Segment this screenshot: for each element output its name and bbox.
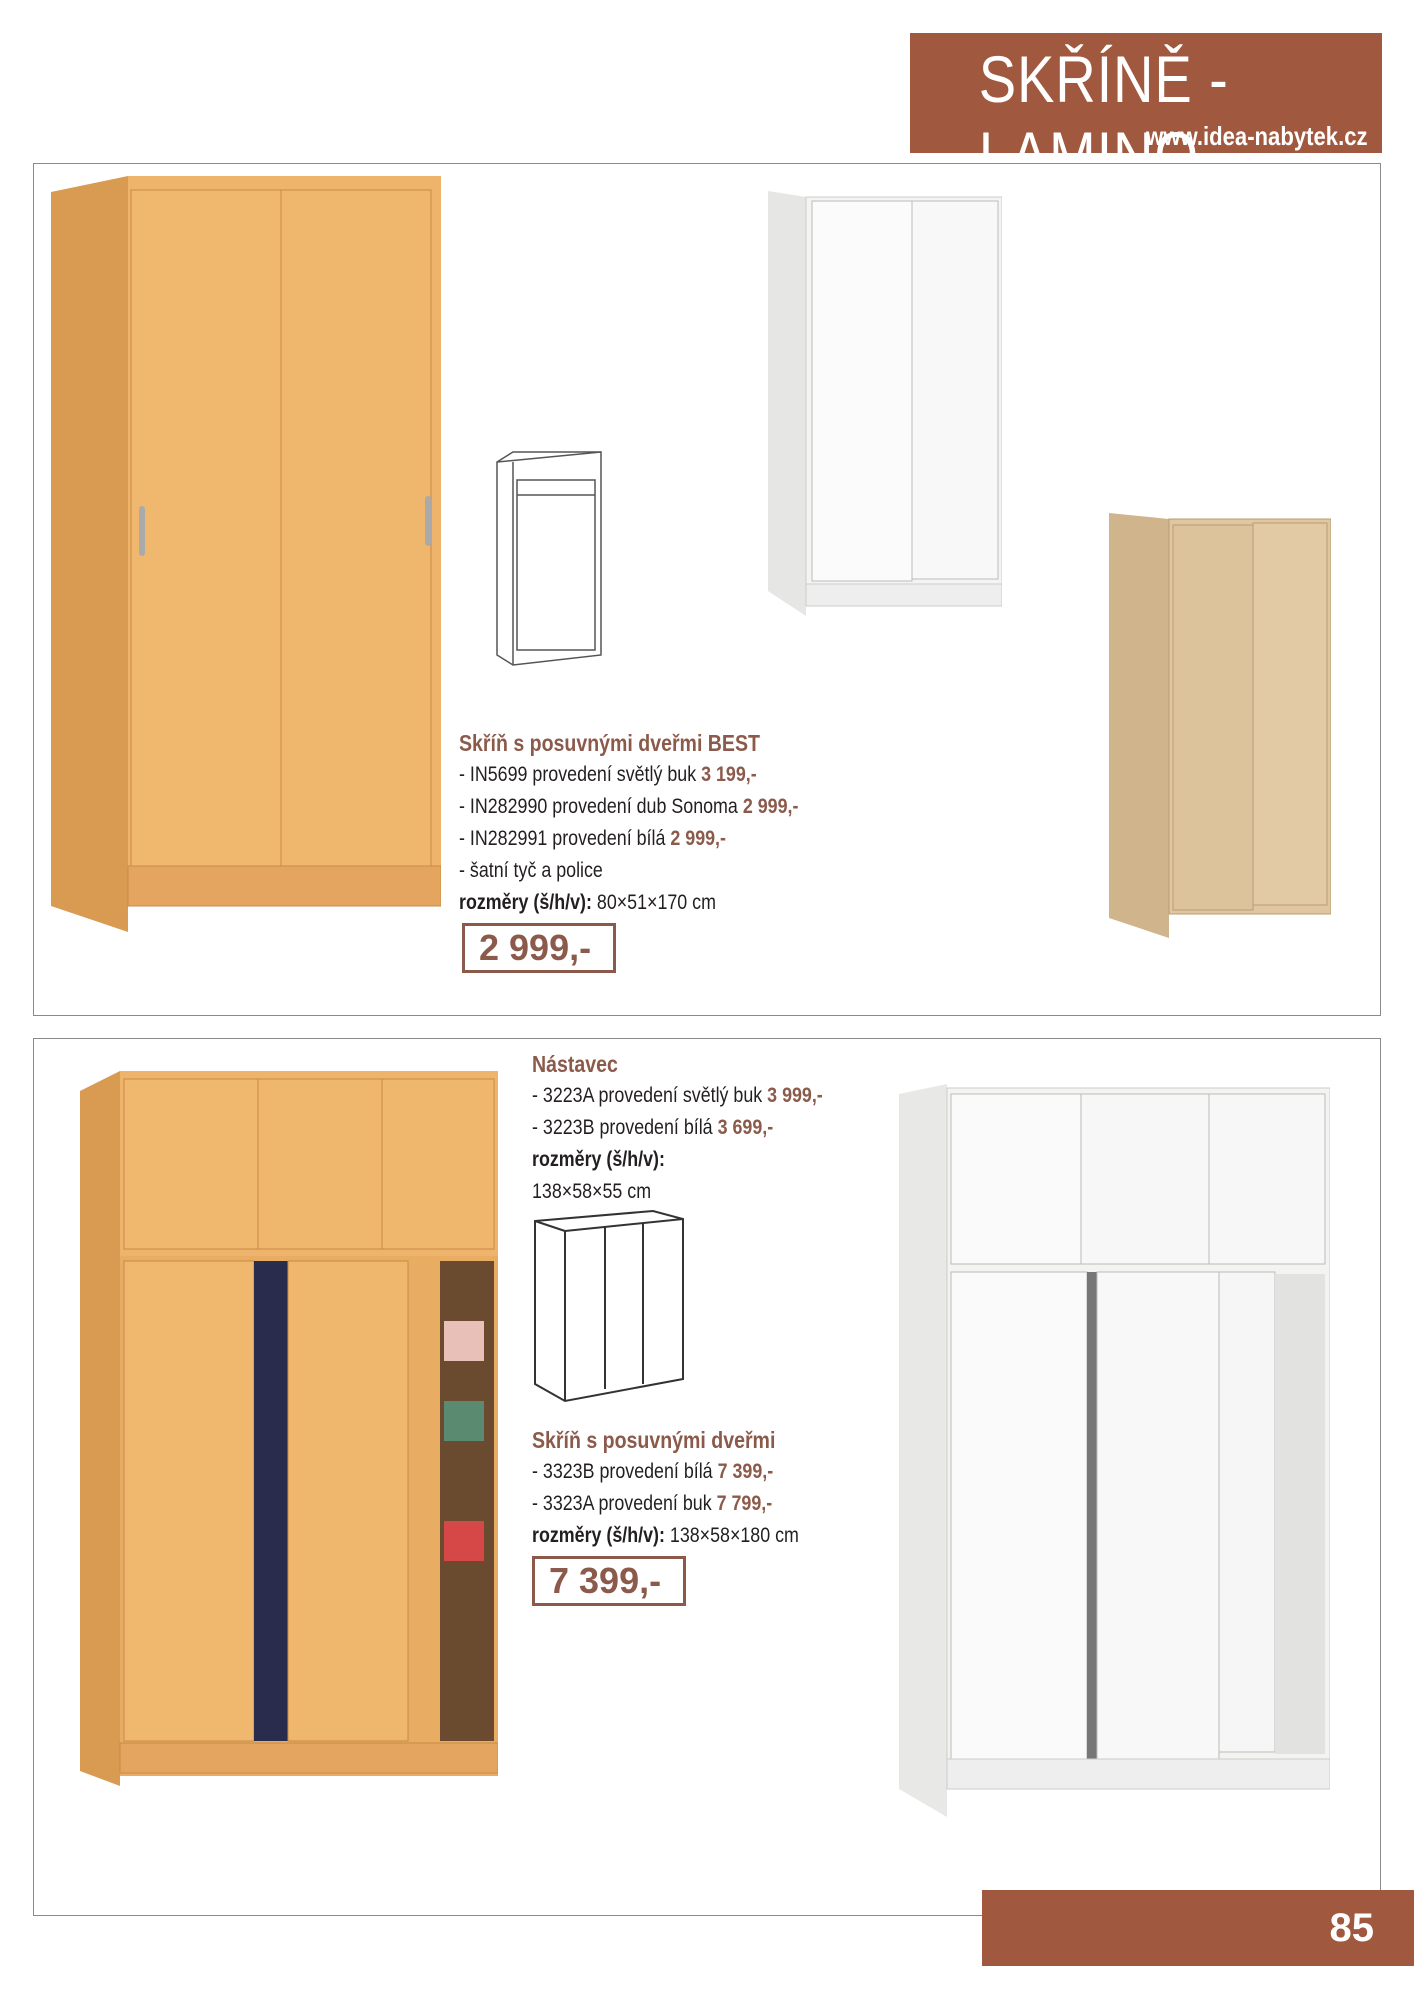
wardrobe-beech-image [51,176,441,932]
price-box-wardrobe: 7 399,- [532,1556,686,1606]
header-banner [910,33,1382,192]
nastavec-line-drawing [533,1209,686,1404]
page-number: 85 [982,1890,1414,1966]
product-title: Nástavec [532,1051,618,1077]
price-box-best: 2 999,- [462,923,616,973]
variant-line: - 3223A provedení světlý buk 3 999,- [532,1084,823,1107]
product-title: Skříň s posuvnými dveřmi [532,1427,776,1453]
dimensions: 138×58×55 cm [532,1180,652,1203]
feature-line: - šatní tyč a police [459,859,603,882]
variant-line: - 3323A provedení buk 7 799,- [532,1492,773,1515]
wardrobe-oak-image [1109,513,1331,938]
variant-line: - 3323B provedení bílá 7 399,- [532,1460,774,1483]
dimensions-label: rozměry (š/h/v): [532,1148,665,1171]
page-title: SKŘÍNĚ - LAMINO [978,42,1229,192]
dimensions: rozměry (š/h/v): 138×58×180 cm [532,1524,799,1547]
variant-line: - IN282990 provedení dub Sonoma 2 999,- [459,795,799,818]
website-url[interactable]: www.idea-nabytek.cz [1146,121,1368,151]
product-nastavec-description [532,1048,823,1208]
wardrobe-white-combo-image [899,1084,1330,1817]
product-best-description [459,727,798,919]
variant-line: - 3223B provedení bílá 3 699,- [532,1116,774,1139]
variant-line: - IN282991 provedení bílá 2 999,- [459,827,726,850]
dimensions: rozměry (š/h/v): 80×51×170 cm [459,891,716,914]
variant-line: - IN5699 provedení světlý buk 3 199,- [459,763,757,786]
product-wardrobe-description [532,1424,799,1552]
wardrobe-white-image [768,191,1002,616]
wardrobe-beech-combo-image [80,1071,498,1786]
product-title: Skříň s posuvnými dveřmi BEST [459,730,760,756]
wardrobe-line-drawing [495,450,603,667]
